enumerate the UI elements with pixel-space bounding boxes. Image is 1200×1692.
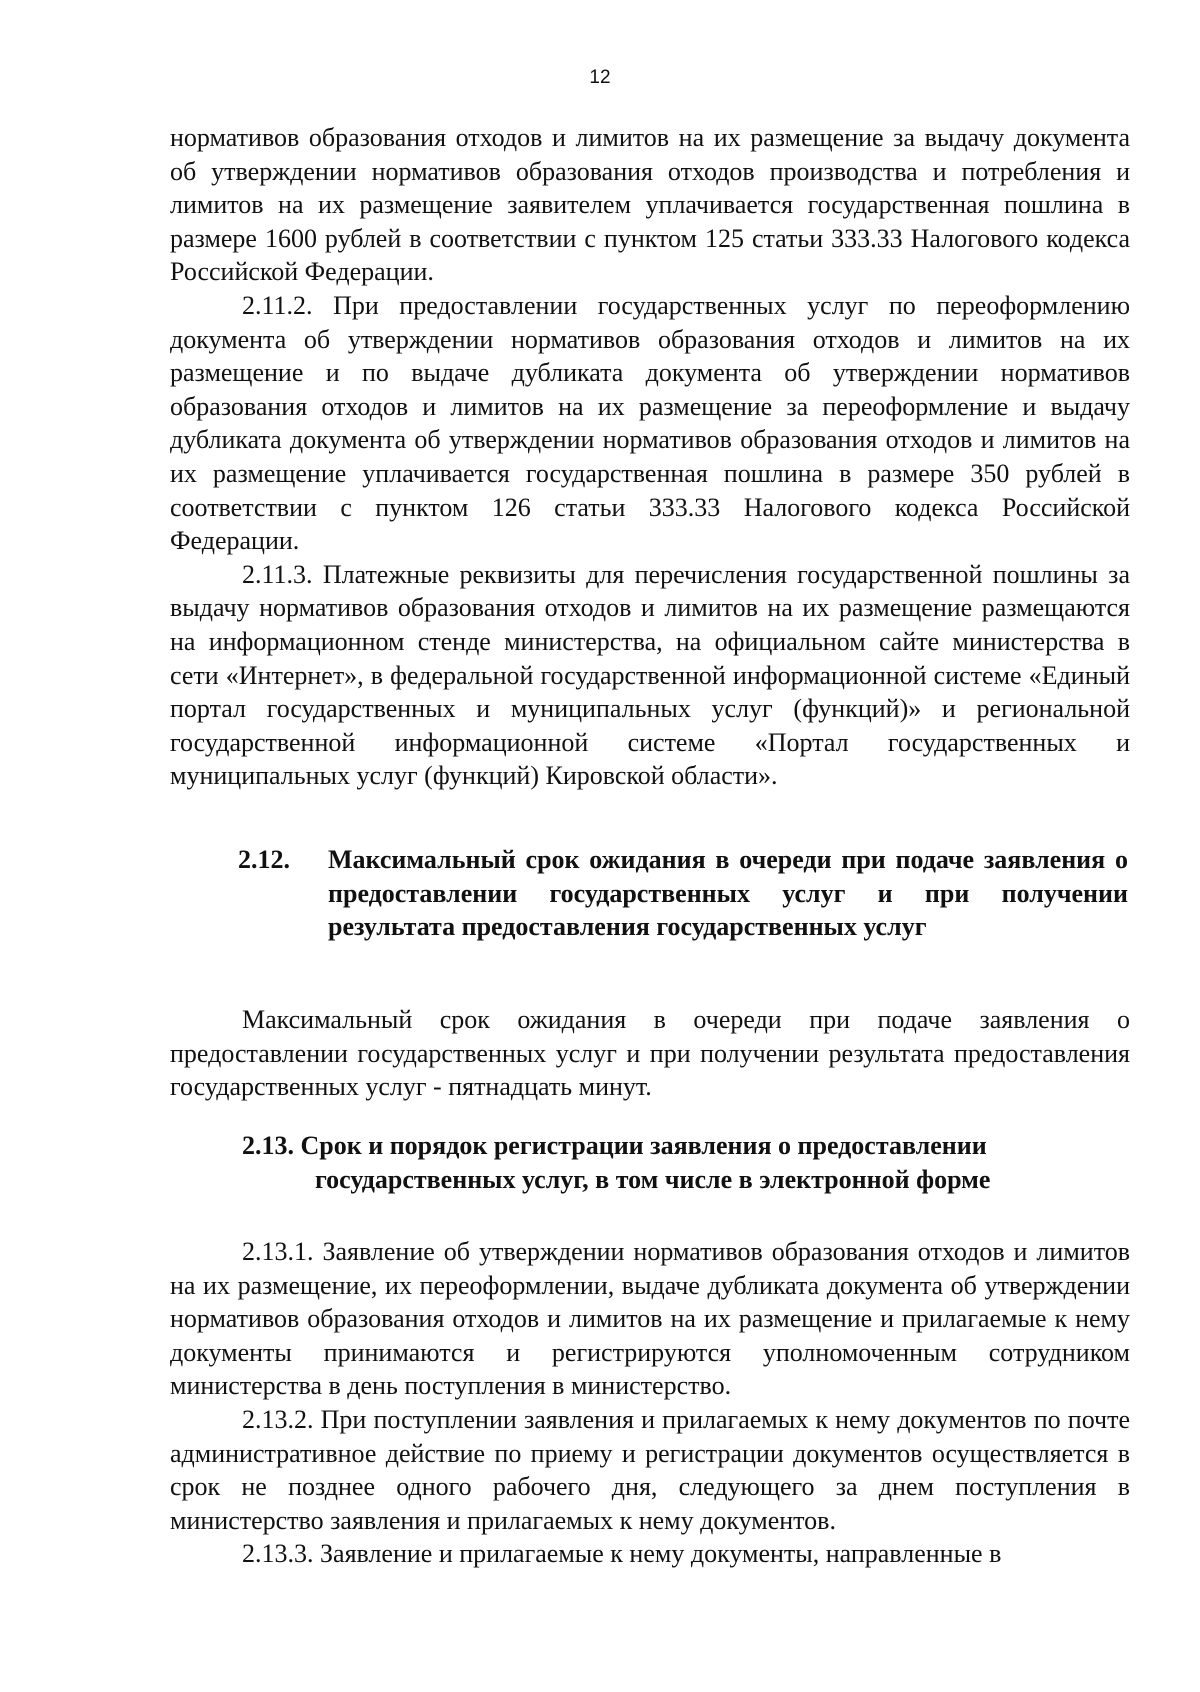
- section-2-11-continuation: [170, 121, 1130, 793]
- heading-2-13: [170, 1129, 1130, 1196]
- heading-2-12-title: Максимальный срок ожидания в очереди при подаче заявления о предоставлении государственных услуг и при получении результата предоставления государственных услуг: [328, 845, 1128, 942]
- heading-2-13-line-2: государственных услуг, в том числе в электронной форме: [315, 1164, 991, 1194]
- paragraph-2-11-3: 2.11.3. Платежные реквизиты для перечисления государственной пошлины за выдачу нормативов образования отходов и лимитов на их размещение размещаются на информационном стенде министерства, на официальном сайте министерства в сети «Интернет», в федеральной государственной информационной системе «Единый портал государственных и муниципальных услуг (функций)» и региональной государственной информационной системе «Портал государственных и муниципальных услуг (функций) Кировской области».: [170, 559, 1130, 791]
- paragraph-2-13-3: 2.13.3. Заявление и прилагаемые к нему документы, направленные в: [242, 1539, 1002, 1569]
- paragraph-2-11-1-continuation: нормативов образования отходов и лимитов на их размещение за выдачу документа об утверждении нормативов образования отходов производства и потребления и лимитов на их размещение заявителем уплачивается государственная пошлина в размере 1600 рублей в соответствии с пунктом 125 статьи 333.33 Налогового кодекса Российской Федерации.: [170, 123, 1130, 287]
- paragraph-2-11-2: 2.11.2. При предоставлении государственных услуг по переоформлению документа об утверждении нормативов образования отходов и лимитов на их размещение и по выдаче дубликата документа об утверждении нормативов образования отходов и лимитов на их размещение за переоформление и выдачу дубликата документа об утверждении нормативов образования отходов и лимитов на их размещение уплачивается государственная пошлина в размере 350 рублей в соответствии с пунктом 126 статьи 333.33 Налогового кодекса Российской Федерации.: [170, 290, 1130, 556]
- paragraph-2-13-2: 2.13.2. При поступлении заявления и прилагаемых к нему документов по почте административное действие по приему и регистрации документов осуществляется в срок не позднее одного рабочего дня, следующего за днем поступления в министерство заявления и прилагаемых к нему документов.: [170, 1404, 1130, 1535]
- section-2-13-body: [170, 1235, 1130, 1571]
- paragraph-2-12: Максимальный срок ожидания в очереди при подаче заявления о предоставлении государственных услуг и при получении результата предоставления государственных услуг - пятнадцать минут.: [170, 1005, 1130, 1102]
- heading-2-12-number: 2.12.: [238, 845, 290, 874]
- heading-2-12: [238, 843, 1128, 944]
- paragraph-2-13-1: 2.13.1. Заявление об утверждении нормативов образования отходов и лимитов на их размещение, их переоформлении, выдаче дубликата документа об утверждении нормативов образования отходов и лимитов на их размещение и прилагаемые к нему документы принимаются и регистрируются уполномоченным сотрудником министерства в день поступления в министерство.: [170, 1237, 1130, 1401]
- page-number: 12: [589, 67, 611, 88]
- heading-2-13-line-1: 2.13. Срок и порядок регистрации заявления о предоставлении: [242, 1131, 987, 1160]
- section-2-12-body: [170, 1003, 1130, 1104]
